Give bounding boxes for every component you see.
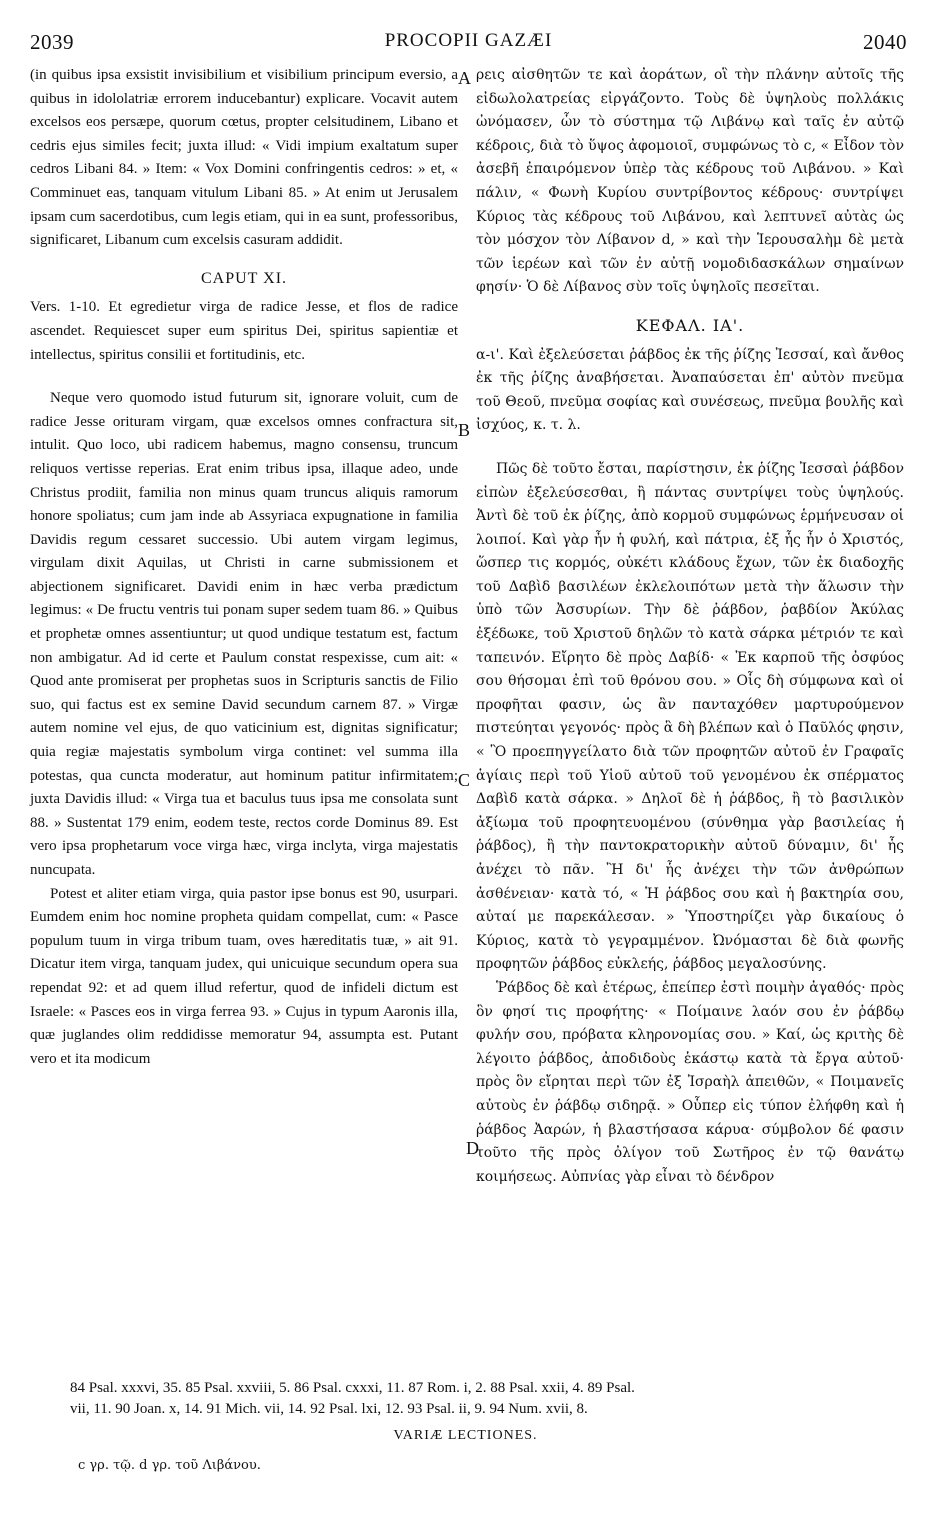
latin-chapter-heading: CAPUT XI. bbox=[200, 269, 288, 287]
margin-marker-c: C bbox=[458, 770, 471, 790]
running-title: PROCOPII GAZÆI bbox=[384, 30, 553, 51]
greek-verse-heading: α-ι'. Καὶ ἐξελεύσεται ῥάβδος ἐκ τῆς ῥίζης Ἰεσσαί, καὶ ἄνθος ἐκ τῆς ῥίζης ἀναβήσεται. Ἀναπαύσεται ἐπ' αὐτὸν πνεῦμα τοῦ Θεοῦ, πνεῦμα σοφίας καὶ συνέσεως, πνεῦμα βουλῆς καὶ ἰσχύος, κ. τ. λ. bbox=[476, 346, 904, 434]
latin-paragraph-3: Potest et aliter etiam virga, quia pastor ipse bonus est 90, usurpari. Eumdem enim hoc nomine propheta quidam compellat, cum: « Pasce populum tuum in virga tribum tuam, oves hæreditatis tuæ, » ait 91. Dicatur item virga, tanquam judex, qui unicuique secundum opera sua rependat 92: et ad quem illud refertur, quod de infideli dictum est Israele: « Pasces eos in virga ferrea 93. » Cujus in typum Aaronis illa, quæ juglandes olim reddidisse memoratur 94, assumpta est. Putant vero et ita modicum bbox=[30, 885, 458, 1067]
page-header bbox=[30, 30, 907, 54]
page-number-left: 2039 bbox=[30, 30, 74, 54]
greek-paragraph-3: Ῥάβδος δὲ καὶ ἑτέρως, ἐπείπερ ἐστὶ ποιμὴν ἀγαθός· πρὸς ὃν φησί τις προφήτης· « Ποίμαινε λαόν σου ἐν ῥάβδῳ φυλήν σου, πρόβατα κληρονομίας σου. » Καί, ὡς κριτὴς δὲ λέγοιτο ῥάβδος, ἀποδιδοὺς ἑκάστῳ κατὰ τὰ ἔργα αὐτοῦ· πρὸς ὃν εἴρηται περὶ τῶν ἐξ Ἰσραὴλ ἀπειθῶν, « Ποιμανεῖς αὐτοὺς ἐν ῥάβδῳ σιδηρᾷ. » Οὗπερ εἰς τύπον ἐλήφθη καὶ ἡ ῥάβδος Ἀαρών, ἡ βλαστήσασα κάρυα· σύμβολον δέ φασιν τοῦτο τῆς πρὸς ὀλίγον τοῦ Σωτῆρος ἐν τῷ θανάτῳ κοιμήσεως. Αὐπνίας γὰρ εἶναι τὸ δένδρον bbox=[476, 979, 904, 1185]
greek-chapter-heading: ΚΕΦΑΛ. ΙΑ'. bbox=[635, 315, 745, 335]
margin-marker-a: A bbox=[458, 68, 471, 88]
greek-paragraph-1: ρεις αἰσθητῶν τε καὶ ἀοράτων, οἳ τὴν πλάνην αὐτοῖς τῆς εἰδωλολατρείας εἰργάζοντο. Τοὺς δὲ ὑψηλοὺς πολλάκις ὠνόμασεν, ὧν τὸ σύστημα τῷ Λιβάνῳ καὶ ταῖς ἐν αὐτῷ κέδροις, διὰ τὸ ὕψος ἀφομοιοῖ, συμφώνως τὸ c, « Εἶδον τὸν ἀσεβῆ ἐπαιρόμενον ὑπὲρ τὰς κέδρους τοῦ Λιβάνου. » Καὶ πάλιν, « Φωνὴ Κυρίου συντρίβοντος κέδρους· συντρίψει Κύριος τὰς κέδρους τοῦ Λιβάνου, καὶ λεπτυνεῖ αὐτὰς ὡς τὸν μόσχον τὸν Λίβανον d, » καὶ τὴν Ἱερουσαλὴμ δὲ μετὰ τῶν ἱερέων καὶ τῶν ἐν αὐτῇ νομοδιδασκάλων σημαίνων φησίν· Ὁ δὲ Λίβανος σὺν τοῖς ὑψηλοῖς πεσεῖται. bbox=[476, 67, 904, 296]
page-number-right: 2040 bbox=[863, 30, 907, 54]
greek-column bbox=[476, 64, 904, 1189]
footnote-line-1: 84 Psal. xxxvi, 35. 85 Psal. xxviii, 5. 86 Psal. cxxxi, 11. 87 Rom. i, 2. 88 Psal. xxii, 4. 89 Psal. bbox=[70, 1380, 635, 1396]
footnote-line-2: vii, 11. 90 Joan. x, 14. 91 Mich. vii, 14. 92 Psal. lxi, 12. 93 Psal. ii, 9. 94 Num. xvii, 8. bbox=[70, 1401, 588, 1417]
latin-paragraph-1: (in quibus ipsa exsistit invisibilium et visibilium principum eversio, a quibus in idololatriæ errorem inducebantur) explicare. Vocavit autem excelsos eos persæpe, quorum cœtus, propter celsitudinem, Libano et cedris ejus similes fecit; juxta illud: « Vidi impium exaltatum super cedros Libani 84. » Item: « Vox Domini confringentis cedros: » et, « Comminuet eas, tanquam vitulum Libani 85. » At enim ut Jerusalem ipsam cum sacerdotibus, cum legis etiam, qui in ea sunt, professoribus, significaret, Libanum cum excelsis casuram addidit. bbox=[30, 67, 458, 249]
latin-verse-heading: Vers. 1-10. Et egredietur virga de radice Jesse, et flos de radice ascendet. Requiescet super eum spiritus Dei, spiritus sapientiæ et intellectus, spiritus consilii et fortitudinis, etc. bbox=[30, 299, 458, 363]
footnotes bbox=[70, 1378, 907, 1420]
variae-lectiones-notes: c γρ. τῷ. d γρ. τοῦ Λιβάνου. bbox=[78, 1458, 261, 1473]
margin-marker-d: D bbox=[466, 1138, 479, 1158]
variae-lectiones-heading: VARIÆ LECTIONES. bbox=[393, 1428, 538, 1443]
margin-marker-b: B bbox=[458, 420, 471, 440]
latin-paragraph-2: Neque vero quomodo istud futurum sit, ignorare voluit, cum de radice Jesse orituram virgam, quæ excelsos omnes confractura sit, intulit. Quo loco, ubi radicem habemus, magno consensu, truncum reliquos vertisse reperias. Erat enim tribus ipsa, illaque adeo, unde Christus prodiit, familia non minus quam truncus aliquis ramorum honore spoliatus; cum jam inde ab Assyriaca expugnatione in familia Davidis regum cessaret successio. Ubi autem virgam legimus, virgulam dixit Aquilas, ut Christi in carne submissionem et abjectionem significaret. Davidi enim in hæc verba prædictum legimus: « De fructu ventris tui ponam super sedem tuam 86. » Quibus et prophetæ omnes assentiuntur; ut quod undique testatum est, factum non ambigatur. Ad id certe et Paulum constat respexisse, cum ait: « Quod ante promiserat per prophetas suos in Scripturis sanctis de Filio suo, qui factus est ex semine David secundum carnem 87. » Virgæ autem nomine vel ejus, de quo vaticinium est, dignitas significatur; quia regiæ majestatis symbolum virga continet: vel summa illa potestas, qua cuncta moderatur, aut hominum patitur infirmitatem; juxta Davidis illud: « Virga tua et baculus tuus ipsa me consolata sunt 88. » Sustentat 179 enim, eodem teste, rectos corde Dominus 89. Est vero ipsa prophetarum voce virga hæc, virga inclyta, virga majestatis nuncupata. bbox=[30, 390, 458, 878]
latin-column bbox=[30, 64, 458, 1071]
greek-paragraph-2: Πῶς δὲ τοῦτο ἔσται, παρίστησιν, ἐκ ῥίζης Ἰεσσαὶ ῥάβδον εἰπὼν ἐξελεύσεσθαι, ἢ πάντας συντρίψει τοὺς ὑψηλούς. Ἀντὶ δὲ τοῦ ἐκ ῥίζης, ἀπὸ κορμοῦ συμφώνως ἑρμήνευσαν οἱ λοιποί. Καὶ γὰρ ἦν ἡ φυλή, καὶ πάτρια, ἐξ ἧς ἦν ὁ Χριστός, ὥσπερ τις κορμός, οὐκέτι κλάδους ἔχων, τῶν ἐκ διαδοχῆς τοῦ Δαβὶδ βασιλέων ἐκλελοιπότων μετὰ τὴν ἅλωσιν τὴν ὑπὸ τῶν Ἀσσυρίων. Τὴν δὲ ῥάβδον, ῥαβδίον Ἀκύλας ἐξέδωκε, τοῦ Χριστοῦ δηλῶν τὸ κατὰ σάρκα μέτριόν τε καὶ ταπεινόν. Εἴρητο δὲ πρὸς Δαβίδ· « Ἐκ καρποῦ τῆς ὀσφύος σου θήσομαι ἐπὶ τοῦ θρόνου σου. » Οἷς δὴ σύμφωνα καὶ οἱ προφῆται φασιν, ὡς ἂν πανταχόθεν μαρτυρούμενον πιστεύηται γεγονός· πρὸς ἃ δὴ βλέπων καὶ ὁ Παῦλός φησιν, « Ὃ προεπηγγείλατο διὰ τῶν προφητῶν αὐτοῦ ἐν Γραφαῖς ἁγίαις περὶ τοῦ Υἱοῦ αὐτοῦ τοῦ γενομένου ἐκ σπέρματος Δαβὶδ κατὰ σάρκα. » Δηλοῖ δὲ ἡ ῥάβδος, ἢ τὸ βασιλικὸν ἀξίωμα τοῦ προφητευομένου (σύνθημα γὰρ βασιλείας ἡ ῥάβδος), ἢ τὴν παντοκρατορικὴν αὐτοῦ δύναμιν, δι' ἧς ἀνέχει τὸ πᾶν. Ἢ δι' ἧς ἀνέχει τὴν τῶν ἀνθρώπων ἀσθένειαν· κατὰ τό, « Ἡ ῥάβδος σου καὶ ἡ βακτηρία σου, αὐταί με παρεκάλεσαν. » Ὑποστηρίζει γὰρ δικαίους ὁ Κύριος, κατὰ τὸ γεγραμμένον. Ὠνόμασται δὲ διὰ φωνῆς προφητῶν ῥάβδος εὐκλεής, ῥάβδος μεγαλοσύνης. bbox=[476, 460, 904, 973]
